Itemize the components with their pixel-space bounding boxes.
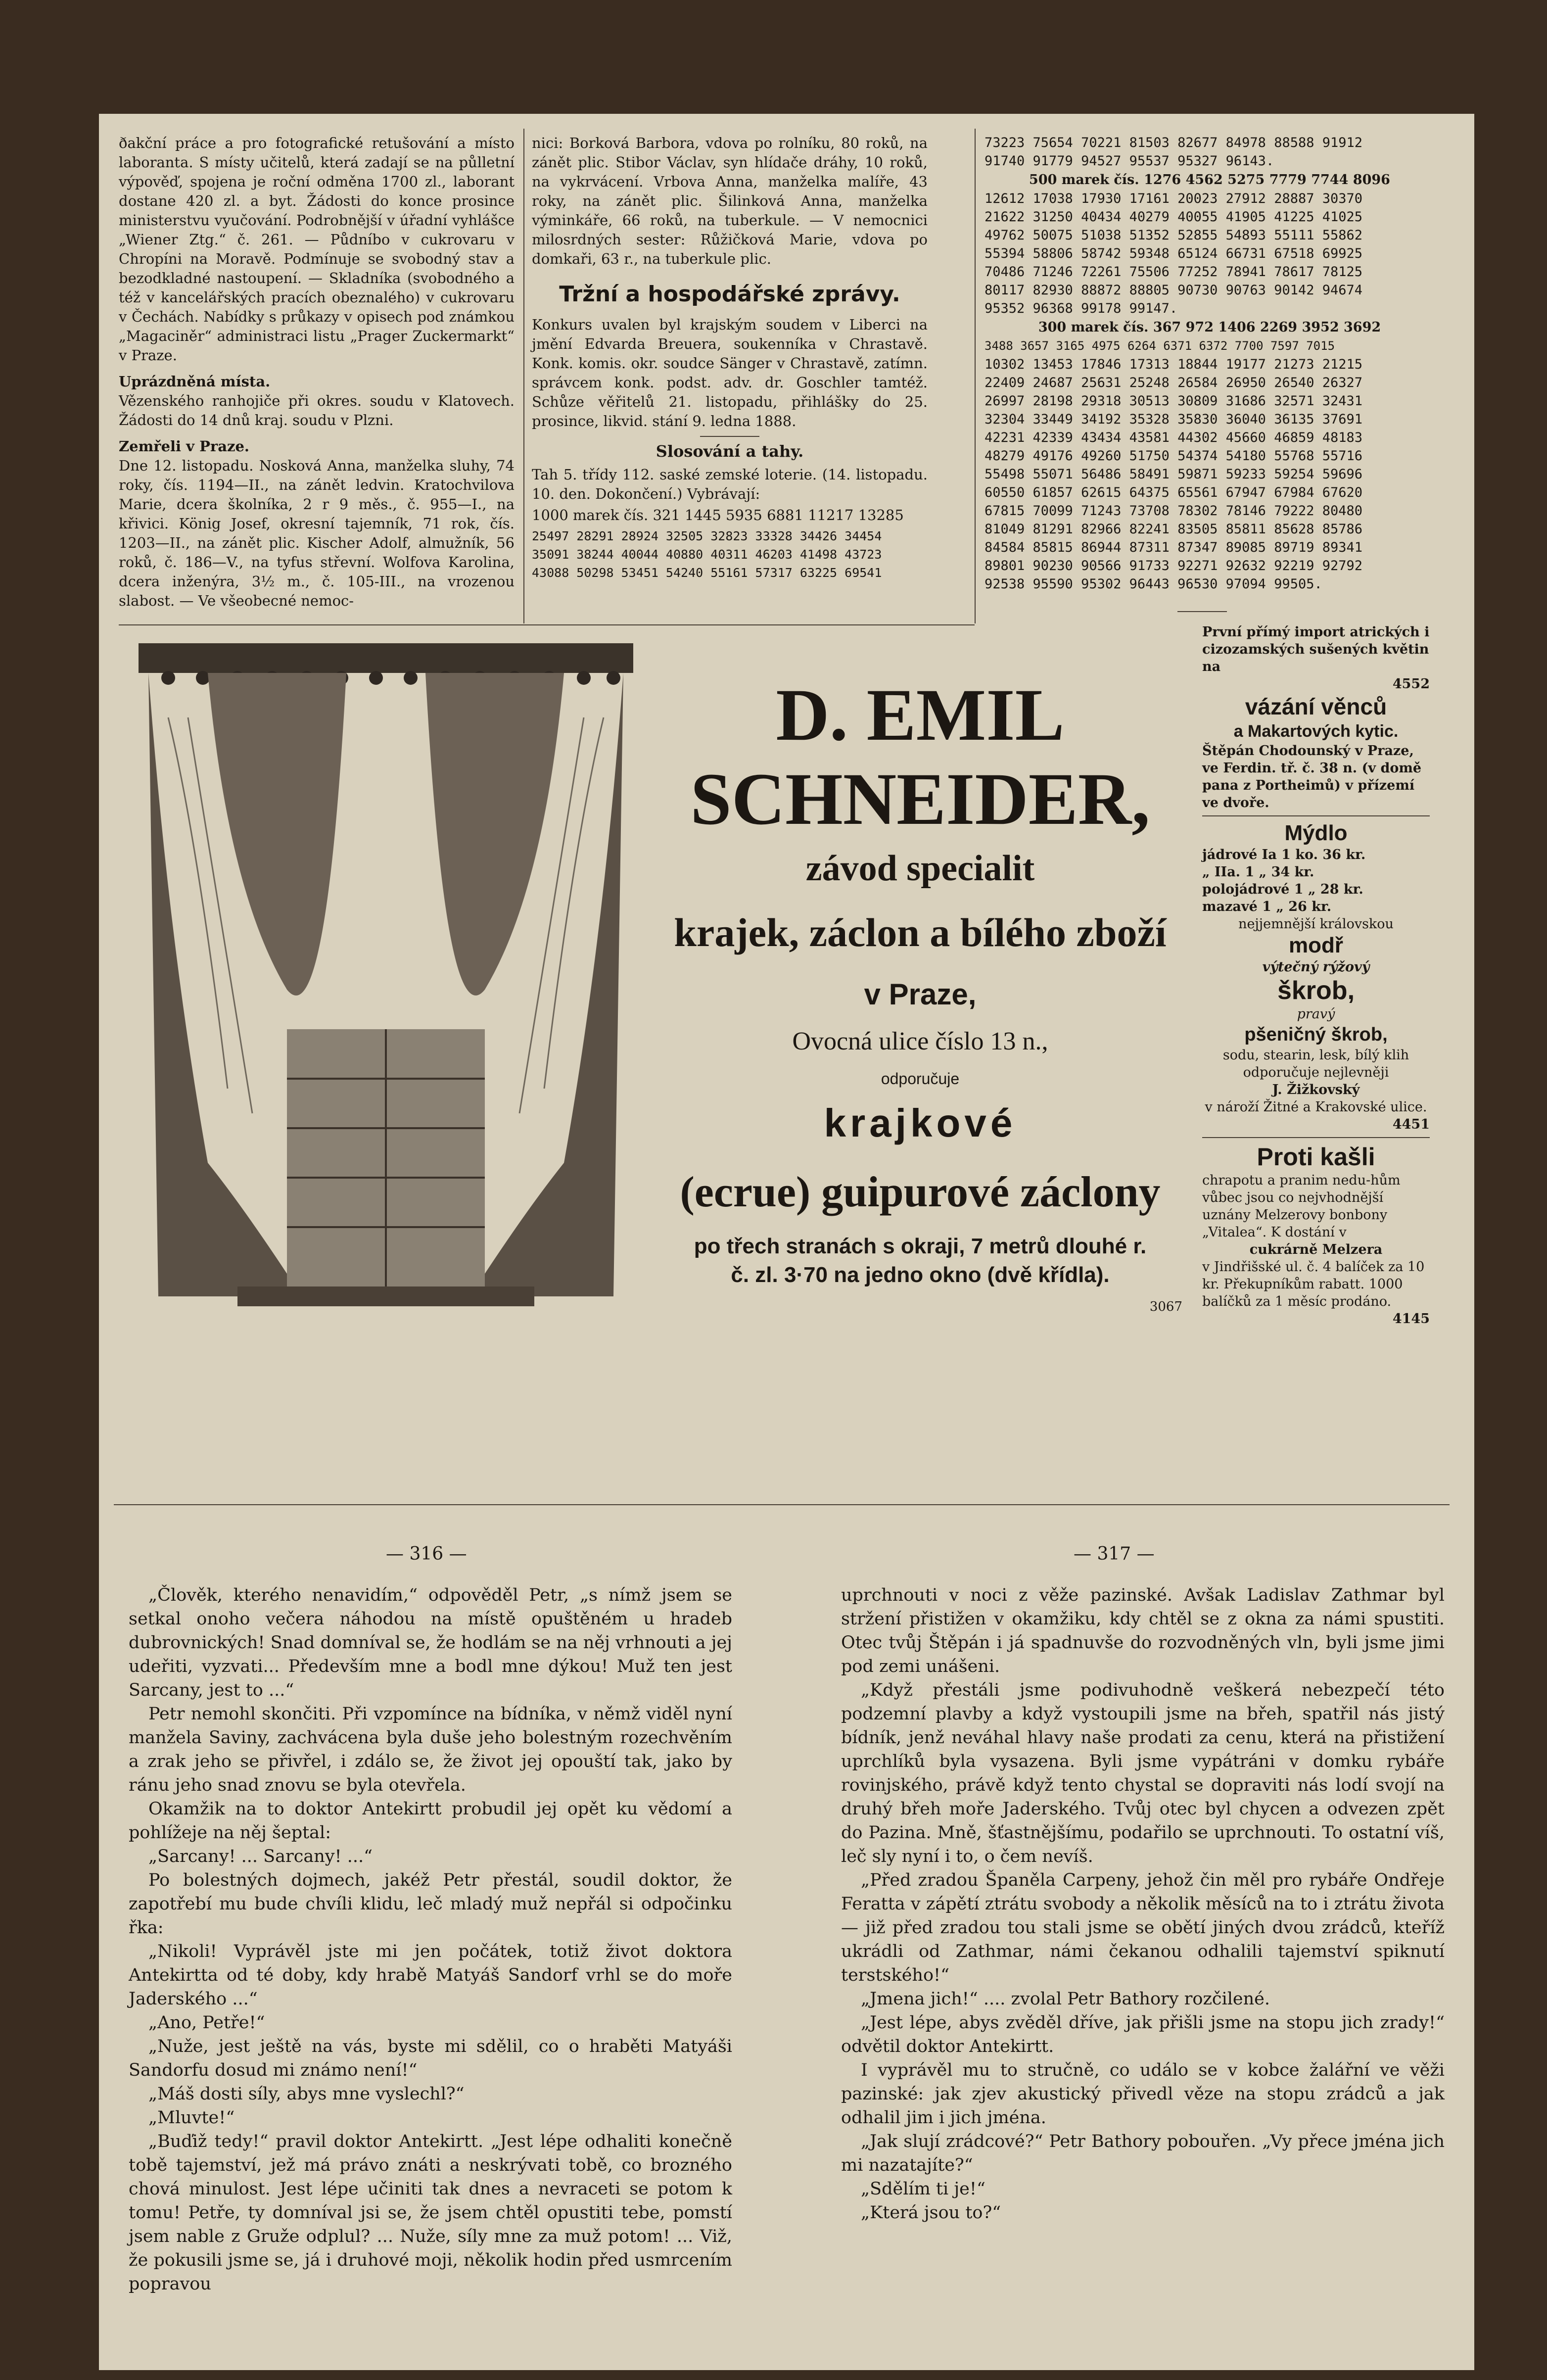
col1-vacancy-text: Vězenského ranhojiče při okres. soudu v Klatovech. Žádosti do 14 dnů kraj. soudu v Plzni.: [119, 392, 515, 428]
column-divider: [523, 129, 524, 623]
number-row: 49762 50075 51038 51352 52855 54893 55111 55862: [984, 228, 1363, 243]
cough-ad: [1202, 1142, 1430, 1328]
ad-ref-number: 3067: [1149, 1299, 1182, 1314]
number-row: 55394 58806 58742 59348 65124 66731 67518 69925: [984, 246, 1363, 261]
number-row: 80117 82930 88872 88805 90730 90763 90142 94674: [984, 283, 1363, 298]
soap-ad-blue: modř: [1289, 933, 1343, 957]
story-left-column: [129, 1583, 732, 2296]
number-row: 32304 33449 34192 35328 35830 36040 36135 37691: [984, 412, 1363, 427]
number-row: 60550 61857 62615 64375 65561 67947 67984 67620: [984, 485, 1363, 500]
ad-company-name: D. EMIL SCHNEIDER,: [690, 674, 1150, 840]
number-row: 95352 96368 99178 99147.: [984, 301, 1178, 316]
story-paragraph: „Máš dosti síly, abys mne vyslechl?“: [148, 2084, 465, 2104]
number-row: 70486 71246 72261 75506 77252 78941 78617 78125: [984, 264, 1363, 280]
story-paragraph: I vyprávěl mu to stručně, co událo se v kobce žalářní ve věži pazinské: jak zjev akustický přivedl věze na stopu zrádců a jak odhalil jim i jich jména.: [841, 2060, 1445, 2128]
number-row: 35091 38244 40044 40880 40311 46203 41498 43723: [532, 547, 882, 562]
story-paragraph: „Která jsou to?“: [861, 2203, 1001, 2223]
soap-price-row: mazavé 1 „ 26 kr.: [1202, 899, 1332, 914]
soap-ad-genuine: pravý: [1297, 1006, 1335, 1022]
number-row: 21622 31250 40434 40279 40055 41905 41225 41025: [984, 209, 1363, 225]
cough-ad-ref: 4145: [1392, 1311, 1430, 1327]
number-row: 43088 50298 53451 54240 55161 57317 63225 69541: [532, 566, 882, 580]
soap-price-row: „ IIa. 1 „ 34 kr.: [1202, 864, 1314, 880]
short-rule: [700, 436, 759, 437]
ad-line-city: v Praze,: [864, 978, 977, 1011]
story-paragraph: Petr nemohl skončiti. Při vzpomínce na bídníka, v němž viděl nyní manžela Saviny, zachvácena byla duše jeho bolestným rozechvěním a zrak jeho se přivřel, i zdálo se, že život jej opouští tak, jako by ránu jeho snad znovu se byla otevřela.: [129, 1704, 732, 1795]
number-row: 12612 17038 17930 17161 20023 27912 28887 30370: [984, 191, 1363, 206]
ad-line-lace: krajkové: [824, 1101, 1017, 1145]
curtain-illustration: [139, 643, 633, 1326]
number-row: 55498 55071 56486 58491 59871 59233 59254 59696: [984, 467, 1363, 482]
soap-ad-rice: výtečný rýžový: [1262, 959, 1370, 975]
soap-ad-text: nejjemnější královskou: [1238, 916, 1394, 932]
lottery-heading: Slosování a tahy.: [656, 442, 804, 461]
top-section-rule: [119, 624, 975, 625]
number-row: 42231 42339 43434 43581 44302 45660 46859 48183: [984, 430, 1363, 445]
soap-ad-ref: 4451: [1392, 1117, 1430, 1132]
schneider-advertisement: [658, 673, 1182, 1314]
number-row: 89801 90230 90566 91733 92271 92632 92219 92792: [984, 558, 1363, 573]
soap-ad-starch: škrob,: [1277, 976, 1355, 1005]
number-row: 25497 28291 28924 32505 32823 33328 34426 34454: [532, 529, 882, 543]
short-rule: [1177, 611, 1227, 612]
right-ads-column: [1202, 623, 1430, 1328]
lottery-intro: Tah 5. třídy 112. saské zemské loterie. (14. listopadu. 10. den. Dokončení.) Vybrávají:: [532, 466, 928, 502]
story-paragraph: „Když přestáli jsme podivuhodně veškerá nebezpečí této podzemní plavby a když vystoupili jsme na břeh, spatřil nás jistý bídník, jenž neváhal hlavy naše prodati za cenu, která na přistižení uprchlíků byla vysazena. Byli jsme vypátráni v domku rybáře rovinjského, právě když tento chystal se dopraviti nás lodí svojí na druhý břeh moře Jaderského. Tvůj otec byl chycen a odvezen zpět do Pazina. Mně, šťastnějšímu, podařilo se uprchnouti. To ostatní víš, leč sly nyní i to, o čem nevíš.: [841, 1680, 1445, 1866]
ad-line-specialties: závod specialit: [805, 848, 1035, 889]
lottery-1000-line: 1000 marek čís. 321 1445 5935 6881 11217 13285: [532, 507, 904, 524]
soap-ad-location: v nároží Žitné a Krakovské ulice.: [1205, 1099, 1427, 1115]
ad-line-recommends: odporučuje: [881, 1070, 960, 1088]
story-paragraph: „Sdělím ti je!“: [861, 2179, 985, 2199]
soap-ad-seller: J. Žižkovský: [1272, 1082, 1360, 1097]
number-row: 3488 3657 3165 4975 6264 6371 6372 7700 7597 7015: [984, 339, 1335, 353]
number-row: 48279 49176 49260 51750 54374 54180 55768 55716: [984, 448, 1363, 464]
flowers-ad-subtitle: a Makartových kytic.: [1233, 722, 1399, 741]
flowers-ad: [1202, 623, 1430, 816]
cough-ad-text: chrapotu a pranim nedu-hům vůbec jsou co nejvhodnější uznány Melzerovy bonbony „Vitalea“. K dostání v: [1202, 1173, 1401, 1240]
cough-ad-details: v Jindřišské ul. č. 4 balíček za 10 kr. Překupníkům rabatt. 1000 balíčků za 1 měsíc prodáno.: [1202, 1259, 1425, 1309]
story-paragraph: „Buďiž tedy!“ pravil doktor Antekirtt. „Jest lépe odhaliti konečně tobě tajemství, jež má právo znáti a neskrývati tobě, co brozného chová minulost. Jest lépe učiniti tak dnes a nevraceti se potom k tomu! Petře, ty domníval jsi se, že jsem chtěl opustiti tebe, pomstí jsem nable z Gruže odplul? ... Nuže, síly mne za muž potom! ... Viž, že pokusili jsme se, já i druhové moji, několik hodin před usmrcením popravou: [129, 2132, 732, 2294]
story-paragraph: Po bolestných dojmech, jakéž Petr přestál, soudil doktor, že zapotřebí mu bude chvíli klidu, leč mladý muž nepřál si odpočinku řka:: [129, 1870, 732, 1938]
page-number-right: — 317 —: [1074, 1544, 1155, 1564]
number-row: 10302 13453 17846 17313 18844 19177 21273 21215: [984, 357, 1363, 372]
story-paragraph: „Jest lépe, abys zvěděl dříve, jak přišli jsme na stopu jich zrady!“ odvětil doktor Antekirtt.: [841, 2013, 1445, 2056]
story-paragraph: „Jmena jich!“ .... zvolal Petr Bathory rozčilené.: [861, 1989, 1270, 2009]
ad-line-address: Ovocná ulice číslo 13 n.,: [792, 1027, 1048, 1055]
page-number-left: — 316 —: [386, 1544, 467, 1564]
lottery-300-heading: 300 marek čís. 367 972 1406 2269 3952 3692: [1038, 320, 1381, 335]
story-right-column: [841, 1583, 1445, 2225]
column-2: [532, 134, 928, 582]
story-paragraph: „Nikoli! Vyprávěl jste mi jen počátek, totiž život doktora Antekirtta od té doby, kdy hrabě Matyáš Sandorf vrhl se do moře Jaderského ...“: [129, 1942, 732, 2009]
ad-line-goods: krajek, záclon a bílého zboží: [674, 910, 1167, 955]
flowers-ad-title: vázání věnců: [1245, 694, 1387, 719]
section-divider: [114, 1504, 1450, 1505]
story-paragraph: „Jak slují zrádcové?“ Petr Bathory pobouřen. „Vy přece jména jich mi nazatajíte?“: [841, 2132, 1445, 2175]
ad-line-curtains: (ecrue) guipurové záclony: [680, 1168, 1161, 1216]
story-paragraph: uprchnouti v noci z věže pazinské. Avšak Ladislav Zathmar byl stržení přistižen v okamžiku, kdy chtěl se z okna za námi spustiti. Otec tvůj Štěpán i já spadnuvše do rozvodněných vln, byli jsme jimi pod zemi unášeni.: [841, 1585, 1445, 1676]
story-paragraph: „Před zradou Španěla Carpeny, jehož čin měl pro rybáře Ondřeje Feratta v zápětí ztrátu svobody a několik měsíců na to i ztrátu života — již před zradou tou stali jsme se obětí jiných dvou zrádců, kteříž ukrádli od Zathmar, námi čekanou odhalili tajemství spiknutí terstského!“: [841, 1870, 1445, 1985]
story-paragraph: „Nuže, jest ještě na vás, byste mi sdělil, co o hraběti Matyáši Sandorfu dosud mi známo není!“: [129, 2037, 732, 2080]
soap-ad-goods: sodu, stearin, lesk, bílý klih odporučuje nejlevněji: [1222, 1047, 1409, 1080]
number-row: 91740 91779 94527 95537 95327 96143.: [984, 153, 1274, 169]
number-row: 92538 95590 95302 96443 96530 97094 99505.: [984, 576, 1322, 592]
flowers-ad-intro: První přímý import atrických i cizozamských sušených květin na: [1202, 624, 1430, 674]
flowers-ad-ref: 4552: [1392, 676, 1430, 692]
number-row: 67815 70099 71243 73708 78302 78146 79222 80480: [984, 503, 1363, 519]
soap-price-row: polojádrové 1 „ 28 kr.: [1202, 882, 1363, 897]
col1-heading-deaths: Zemřeli v Praze.: [119, 438, 250, 455]
flowers-ad-address: Štěpán Chodounský v Praze, ve Ferdin. tř. č. 38 n. (v domě pana z Portheimů) v přízemí ve dvoře.: [1202, 743, 1422, 810]
number-row: 73223 75654 70221 81503 82677 84978 88588 91912: [984, 135, 1363, 150]
number-row: 22409 24687 25631 25248 26584 26950 26540 26327: [984, 375, 1363, 390]
col1-paragraph: ðakční práce a pro fotografické retušování a místo laboranta. S místy učitelů, která zadají se na půlletní výpověď, spojena je roční odměna 1700 zl., laborant dostane 420 zl. a byt. Žádosti do konce prosince ministerstvu vyučování. Podrobnější v úřadní vyhlášce „Wiener Ztg.“ č. 261. — Půdníbo v cukrovaru v Chropíni na Moravě. Podmínuje se svobodný stav a bezodkladné nastoupení. — Skladníka (svobodného a též v kancelářských pracích obeznalého) v cukrovaru v Čechách. Nabídky s průkazy v opisech pod známkou „Magaciněr“ administraci listu „Prager Zuckermarkt“ v Praze.: [119, 135, 515, 364]
number-row: 81049 81291 82966 82241 83505 85811 85628 85786: [984, 522, 1363, 537]
col2-deaths-text: nici: Borková Barbora, vdova po rolníku, 80 roků, na zánět plic. Stibor Václav, syn hlídače dráhy, 10 roků, na vykrvácení. Vrbova Anna, manželka malíře, 43 roky, na zánět plic. Šilinková Anna, manželka výminkáře, 66 roků, na tuberkule. — V nemocnici milosrdných sester: Růžičková Marie, vdova po domkaři, 63 r., na tuberkule plic.: [532, 135, 928, 267]
number-row: 26997 28198 29318 30513 30809 31686 32571 32431: [984, 393, 1363, 409]
soap-ad-wheat: pšeničný škrob,: [1244, 1024, 1388, 1045]
story-paragraph: „Ano, Petře!“: [148, 2013, 265, 2033]
column-divider: [975, 129, 976, 623]
column-3: [984, 134, 1435, 593]
story-paragraph: „Člověk, kterého nenavidím,“ odpověděl Petr, „s nímž jsem se setkal onoho večera náhodou na místě opuštěném u hradeb dubrovnických! Snad domníval se, že hodlám se na něj vrhnouti a jej udeřiti, vyzvati... Především mne a bodl mne dýkou! Muž ten jest Sarcany, jest to ...“: [129, 1585, 733, 1700]
cough-ad-title: Proti kašli: [1257, 1143, 1375, 1171]
col1-heading-vacancies: Uprázdněná místa.: [119, 373, 271, 390]
lottery-500-heading: 500 marek čís. 1276 4562 5275 7779 7744 8096: [1029, 172, 1390, 188]
story-paragraph: „Sarcany! ... Sarcany! ...“: [148, 1847, 373, 1866]
column-1: [119, 134, 515, 613]
cough-ad-shop: cukrárně Melzera: [1249, 1242, 1383, 1257]
number-row: 84584 85815 86944 87311 87347 89085 89719 89341: [984, 540, 1363, 555]
soap-price-row: jádrové Ia 1 ko. 36 kr.: [1202, 847, 1366, 862]
col2-bankruptcy-text: Konkurs uvalen byl krajským soudem v Liberci na jmění Edvarda Breuera, soukenníka v Chrastavě. Konk. komis. okr. soudce Sänger v Chrastavě, zatímn. správcem konk. podst. adv. dr. Goschler tamtéž. Schůze věřitelů 21. listopadu, přihlášky do 25. prosince, likvid. stání 9. ledna 1888.: [532, 316, 928, 429]
col1-deaths-text: Dne 12. listopadu. Nosková Anna, manželka sluhy, 74 roky, čís. 1194—II., na zánět ledvin. Kratochvilova Marie, dcera školníka, 2 r 9 měs., č. 955—I., na křivici. König Josef, okresní tajemník, 71 rok, čís. 1203—II., na zánět plic. Kischer Adolf, almužník, 56 roků, č. 186—V., na tyfus střevní. Wolfova Karolina, dcera inženýra, 3½ m., č. 105-III., na vrozenou slabost. — Ve všeobecné nemoc-: [119, 457, 515, 609]
market-news-heading: Tržní a hospodářské zprávy.: [559, 282, 900, 307]
soap-ad: [1202, 820, 1430, 1138]
ad-line-price: po třech stranách s okraji, 7 metrů dlouhé r. č. zl. 3·70 na jedno okno (dvě křídla).: [694, 1234, 1147, 1287]
story-paragraph: „Mluvte!“: [148, 2108, 235, 2128]
soap-ad-title: Mýdlo: [1284, 821, 1348, 845]
story-paragraph: Okamžik na to doktor Antekirtt probudil jej opět ku vědomí a pohlížeje na něj šeptal:: [129, 1799, 732, 1843]
